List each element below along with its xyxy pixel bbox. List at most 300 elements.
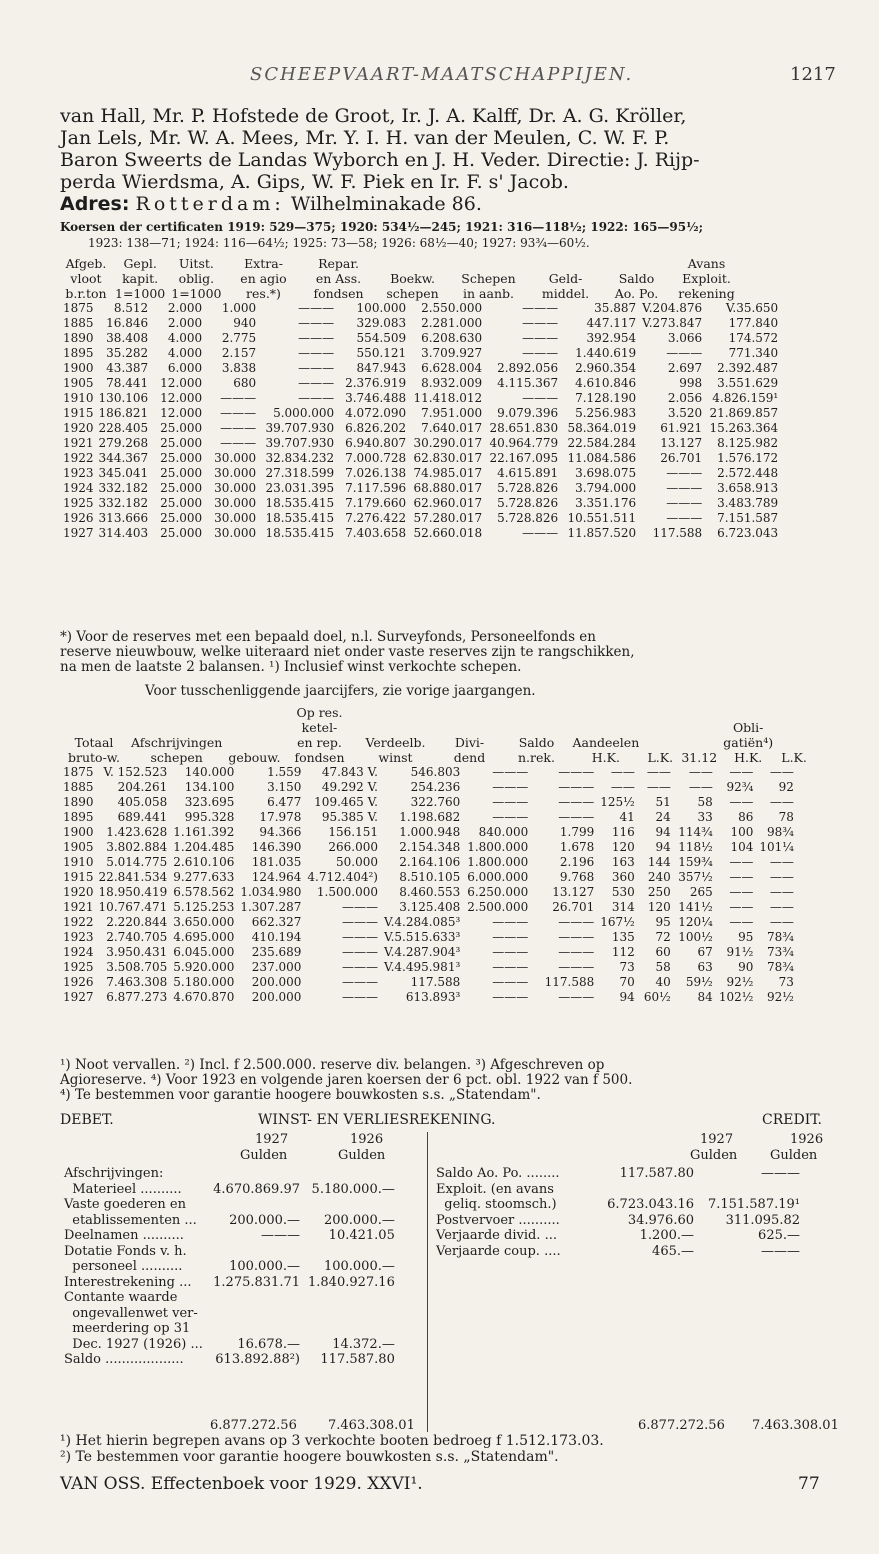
account-row [60, 1290, 399, 1306]
year-cell: 1924 [63, 945, 94, 959]
account-value [698, 1182, 804, 1198]
value-cell: ——— [298, 316, 335, 330]
value-cell: 5.180.000 [173, 975, 235, 989]
value-cell: 181.035 [251, 855, 302, 869]
value-cell: ——— [558, 945, 595, 959]
account-value: 100.000.— [323, 1259, 395, 1274]
value-cell: 7.640.017 [421, 421, 483, 435]
value-cell: 167½ [600, 915, 635, 929]
account-label: Deelnamen .......... [64, 1228, 184, 1243]
value-cell: —— [729, 765, 754, 779]
header-row [60, 705, 812, 720]
account-value [208, 1290, 304, 1306]
column-header: middel. [541, 286, 590, 301]
value-cell: 50.000 [336, 855, 378, 869]
value-cell: 25.000 [160, 511, 203, 525]
value-cell: 2.281.000 [421, 316, 483, 330]
column-header: in aanb. [463, 286, 514, 301]
year-cell: 1921 [63, 900, 94, 914]
value-cell: 314.403 [98, 526, 149, 540]
value-cell: 3.125.408 [399, 900, 461, 914]
balance-row [60, 496, 781, 511]
value-cell: ——— [492, 780, 529, 794]
value-cell: 91½ [726, 945, 754, 959]
value-cell: 27.318.599 [265, 466, 335, 480]
value-cell: 7.128.190 [575, 391, 637, 405]
column-header: Schepen [461, 271, 516, 286]
value-cell: —— [729, 870, 754, 884]
account-value: 311.095.82 [725, 1212, 800, 1228]
value-cell: 3.746.488 [345, 391, 407, 405]
column-header: Saldo [518, 735, 555, 750]
address-label: Adres: [60, 193, 130, 215]
address-city: Rotterdam: [135, 193, 285, 215]
value-cell: ——— [342, 960, 378, 974]
value-cell: 8.512 [113, 301, 149, 315]
value-cell: —— [610, 780, 635, 794]
value-cell: 332.182 [98, 481, 149, 495]
value-cell: 94 [655, 840, 671, 854]
balance-row [60, 436, 781, 451]
year-cell: 1900 [63, 825, 94, 839]
account-label: Contante waarde [64, 1290, 178, 1305]
table2-footnote-3: ⁴) Te bestemmen voor garantie hoogere bouwkosten s.s. „Statendam". [60, 1087, 541, 1103]
header-row [60, 750, 812, 765]
credit-year-1927: 1927 [700, 1132, 734, 1147]
year-cell: 1895 [63, 810, 94, 824]
value-cell: V.35.650 [725, 301, 779, 315]
account-value: 200.000.— [229, 1212, 300, 1228]
account-value: 465.— [652, 1243, 694, 1259]
value-cell: 344.367 [98, 451, 149, 465]
account-label: Interestrekening ... [64, 1274, 192, 1290]
value-cell: ——— [558, 810, 595, 824]
value-cell: ——— [558, 915, 595, 929]
value-cell: 78.441 [106, 376, 149, 390]
value-cell: 3.709.927 [421, 346, 483, 360]
value-cell: 1.799 [559, 825, 595, 839]
account-label: Vaste goederen en [64, 1197, 187, 1212]
profit-row [60, 840, 797, 855]
value-cell: 40.964.779 [489, 436, 559, 450]
value-cell: 21.869.857 [709, 406, 779, 420]
account-label: geliq. stoomsch.) [436, 1197, 557, 1212]
winst-footnote-2: ²) Te bestemmen voor garantie hoogere bouwkosten s.s. „Statendam". [60, 1449, 559, 1465]
account-label: etablissementen ... [64, 1212, 197, 1228]
column-header: Totaal [74, 735, 114, 750]
column-header [527, 256, 605, 271]
value-cell: 12.000 [160, 406, 203, 420]
table2-footnote-1: ¹) Noot vervallen. ²) Incl. f 2.500.000. reserve div. belangen. ³) Afgeschreven op [60, 1057, 605, 1073]
credit-total-1926: 7.463.308.01 [752, 1418, 839, 1433]
intro-line-4: perda Wierdsma, A. Gips, W. F. Piek en Ir. F. s' Jacob. [60, 171, 569, 193]
value-cell: 12.000 [160, 376, 203, 390]
year-cell: 1922 [63, 451, 94, 465]
value-cell: 3.150 [267, 780, 302, 794]
value-cell: 57.280.017 [413, 511, 483, 525]
balance-row [60, 301, 781, 316]
column-header: b.r.ton [65, 286, 107, 301]
value-cell: 9.079.396 [497, 406, 559, 420]
value-cell: V.4.287.904³ [384, 945, 461, 959]
debet-side [60, 1166, 399, 1368]
value-cell: 11.418.012 [413, 391, 483, 405]
column-header [451, 256, 527, 271]
account-value [304, 1244, 399, 1260]
value-cell: 23.031.395 [265, 481, 335, 495]
column-header [225, 735, 283, 750]
value-cell: 70 [619, 975, 635, 989]
column-header: Repar. [318, 256, 359, 271]
value-cell: 240 [647, 870, 671, 884]
value-cell: 18.535.415 [265, 526, 335, 540]
value-cell: 25.000 [160, 526, 203, 540]
column-header: Aandeelen [572, 735, 640, 750]
value-cell: 95 [738, 930, 754, 944]
value-cell: 13.127 [660, 436, 703, 450]
value-cell: 18.950.419 [98, 885, 168, 899]
value-cell: 92 [778, 780, 794, 794]
debet-year-1926: 1926 [350, 1132, 384, 1147]
value-cell: 84 [697, 990, 713, 1004]
value-cell: 410.194 [251, 930, 302, 944]
column-header: 31.12 [681, 750, 718, 765]
value-cell: 102½ [718, 990, 754, 1004]
column-header [503, 705, 569, 720]
value-cell: 1.800.000 [467, 855, 529, 869]
value-cell: 3.508.705 [106, 960, 168, 974]
value-cell: 60 [655, 945, 671, 959]
value-cell: 62.960.017 [413, 496, 483, 510]
value-cell: 4.712.404²) [307, 870, 378, 884]
account-value: 613.892.88²) [215, 1352, 300, 1367]
value-cell: 3.698.075 [575, 466, 637, 480]
year-cell: 1905 [63, 840, 94, 854]
value-cell: 3.351.176 [575, 496, 637, 510]
account-value: 117.587.80 [320, 1352, 395, 1367]
column-header: Obli- [732, 720, 764, 735]
value-cell: ——— [492, 945, 529, 959]
account-row [432, 1228, 804, 1244]
value-cell: ——— [558, 795, 595, 809]
value-cell: 100 [730, 825, 754, 839]
value-cell: 67 [697, 945, 713, 959]
balance-table-header [60, 256, 745, 301]
value-cell: 1.800.000 [467, 840, 529, 854]
header-row [60, 286, 745, 301]
value-cell: 9.768 [559, 870, 595, 884]
column-header: Divi- [454, 735, 485, 750]
debet-table [60, 1166, 399, 1368]
value-cell: V.204.876 [642, 301, 703, 315]
value-cell: ——— [342, 900, 378, 914]
column-header: gatiën⁴) [723, 735, 774, 750]
column-header [128, 720, 225, 735]
value-cell: 3.838 [221, 361, 257, 375]
value-cell: 95 [655, 915, 671, 929]
value-cell: 118½ [678, 840, 713, 854]
value-cell: 1.559 [267, 765, 302, 779]
value-cell: 124.964 [251, 870, 302, 884]
value-cell: V. 152.523 [103, 765, 168, 779]
value-cell: 8.125.982 [717, 436, 779, 450]
value-cell: 140.000 [184, 765, 235, 779]
column-header [569, 720, 642, 735]
value-cell: 4.670.870 [173, 990, 235, 1004]
value-cell: 323.695 [184, 795, 235, 809]
value-cell: ——— [298, 346, 335, 360]
value-cell: ——— [492, 810, 529, 824]
value-cell: 125½ [600, 795, 635, 809]
value-cell: 22.167.095 [489, 451, 559, 465]
value-cell: 6.578.562 [173, 885, 235, 899]
value-cell: —— [688, 765, 713, 779]
profit-table-body [60, 765, 797, 1005]
value-cell: 360 [611, 870, 635, 884]
profit-row [60, 930, 797, 945]
value-cell: ——— [220, 406, 257, 420]
value-cell: 4.000 [167, 331, 203, 345]
value-cell: 266.000 [328, 840, 378, 854]
value-cell: 58.364.019 [567, 421, 637, 435]
value-cell: 7.000.728 [345, 451, 407, 465]
column-header: Geld- [548, 271, 583, 286]
value-cell: 6.045.000 [173, 945, 235, 959]
value-cell: 92¾ [726, 780, 754, 794]
value-cell: —— [610, 765, 635, 779]
value-cell: ——— [220, 421, 257, 435]
account-value: 1.200.— [639, 1228, 694, 1243]
account-value: 1.840.927.16 [308, 1274, 395, 1290]
profit-row [60, 990, 797, 1005]
value-cell: 2.056 [667, 391, 703, 405]
account-value [208, 1244, 304, 1260]
account-row [432, 1166, 804, 1182]
value-cell: 60½ [643, 990, 671, 1004]
value-cell: 130.106 [98, 391, 149, 405]
account-value: 625.— [758, 1228, 800, 1243]
intro-line-1: van Hall, Mr. P. Hofstede de Groot, Ir. J. A. Kalff, Dr. A. G. Kröller, [60, 105, 687, 127]
account-label: ongevallenwet ver- [64, 1305, 198, 1321]
column-header [776, 720, 812, 735]
value-cell: 94 [619, 990, 635, 1004]
value-cell: ——— [666, 496, 703, 510]
column-header: H.K. [734, 750, 763, 765]
winst-footnote-1: ¹) Het hierin begrepen avans op 3 verkochte booten bedroeg f 1.512.173.03. [60, 1433, 604, 1449]
value-cell: 90 [738, 960, 754, 974]
value-cell: 100.000 [356, 301, 407, 315]
value-cell: 254.236 [410, 780, 461, 794]
value-cell: 9.277.633 [173, 870, 235, 884]
value-cell: 1.423.628 [106, 825, 168, 839]
year-cell: 1885 [63, 780, 94, 794]
value-cell: 550.121 [356, 346, 407, 360]
column-header: kapit. [122, 271, 159, 286]
value-cell: 4.115.367 [497, 376, 559, 390]
account-value: ——— [761, 1243, 800, 1259]
column-header [435, 705, 503, 720]
column-header: Extra- [244, 256, 283, 271]
winst-title: WINST- EN VERLIESREKENING. [258, 1112, 496, 1128]
table1-footnote-1: *) Voor de reserves met een bepaald doel, n.l. Surveyfonds, Personeelfonds en [60, 629, 596, 645]
header-row [60, 720, 812, 735]
value-cell: 228.405 [98, 421, 149, 435]
value-cell: 940 [233, 316, 257, 330]
value-cell: 98¾ [767, 825, 794, 839]
account-label: Verjaarde coup. .... [436, 1243, 561, 1259]
value-cell: 6.940.807 [345, 436, 407, 450]
year-cell: 1890 [63, 331, 94, 345]
account-row [432, 1197, 804, 1213]
value-cell: 95.385 V. [321, 810, 378, 824]
value-cell: 2.000 [167, 301, 203, 315]
value-cell: 2.376.919 [345, 376, 407, 390]
value-cell: 771.340 [728, 346, 779, 360]
value-cell: 30.290.017 [413, 436, 483, 450]
value-cell: 25.000 [160, 451, 203, 465]
value-cell: ——— [558, 765, 595, 779]
value-cell: 1.678 [559, 840, 595, 854]
balance-table [60, 256, 781, 541]
column-header [355, 705, 435, 720]
value-cell: 101¼ [759, 840, 794, 854]
value-cell: 78 [778, 810, 794, 824]
account-row [60, 1321, 399, 1337]
account-value: 5.180.000.— [311, 1181, 395, 1197]
value-cell: 613.893³ [405, 990, 461, 1004]
column-header: Uitst. [178, 256, 214, 271]
year-cell: 1923 [63, 466, 94, 480]
profit-row [60, 780, 797, 795]
column-header: fondsen [313, 286, 364, 301]
value-cell: 39.707.930 [265, 421, 335, 435]
value-cell: ——— [666, 481, 703, 495]
column-header: H.K. [591, 750, 620, 765]
account-row [432, 1213, 804, 1229]
column-header [375, 256, 451, 271]
value-cell: 5.728.826 [497, 511, 559, 525]
value-cell: 6.208.630 [421, 331, 483, 345]
value-cell: 73 [778, 975, 794, 989]
account-row [60, 1228, 399, 1244]
value-cell: 141½ [678, 900, 713, 914]
value-cell: 995.328 [184, 810, 235, 824]
value-cell: 530 [611, 885, 635, 899]
value-cell: 6.628.004 [421, 361, 483, 375]
profit-row [60, 870, 797, 885]
value-cell: 405.058 [117, 795, 168, 809]
column-header [605, 256, 669, 271]
column-header: Exploit. [682, 271, 731, 286]
column-header: Op res. [296, 705, 343, 720]
value-cell: —— [688, 780, 713, 794]
value-cell: ——— [522, 301, 559, 315]
profit-row [60, 960, 797, 975]
value-cell: 22.841.534 [98, 870, 168, 884]
value-cell: 2.154.348 [399, 840, 461, 854]
account-value: 1.275.831.71 [213, 1274, 300, 1290]
column-header: en Ass. [315, 271, 362, 286]
year-cell: 1927 [63, 526, 94, 540]
value-cell: 73 [619, 960, 635, 974]
debet-unit-2: Gulden [338, 1148, 386, 1163]
column-header: res.*) [246, 286, 281, 301]
balance-table-body [60, 301, 781, 541]
column-header [355, 720, 435, 735]
profit-row [60, 825, 797, 840]
column-header [678, 705, 720, 720]
year-cell: 1875 [63, 765, 94, 779]
value-cell: 30.000 [214, 451, 257, 465]
profit-row [60, 900, 797, 915]
column-header: n.rek. [518, 750, 555, 765]
column-header [128, 705, 225, 720]
account-row [60, 1244, 399, 1260]
account-value: ——— [261, 1228, 300, 1243]
value-cell: ——— [342, 945, 378, 959]
account-row [60, 1306, 399, 1322]
year-cell: 1924 [63, 481, 94, 495]
value-cell: 52.660.018 [413, 526, 483, 540]
value-cell: 116 [611, 825, 635, 839]
account-value: ——— [761, 1166, 800, 1181]
value-cell: 7.463.308 [106, 975, 168, 989]
column-header: gebouw. [228, 750, 281, 765]
year-cell: 1905 [63, 376, 94, 390]
value-cell: ——— [492, 975, 529, 989]
value-cell: 2.892.056 [497, 361, 559, 375]
address-street: Wilhelminakade 86. [290, 193, 482, 215]
value-cell: 689.441 [117, 810, 168, 824]
year-cell: 1910 [63, 391, 94, 405]
value-cell: ——— [220, 391, 257, 405]
value-cell: 279.268 [98, 436, 149, 450]
account-divider [427, 1132, 428, 1432]
value-cell: 186.821 [98, 406, 149, 420]
value-cell: 117.588 [410, 975, 461, 989]
value-cell: 840.000 [478, 825, 529, 839]
value-cell: 25.000 [160, 421, 203, 435]
value-cell: 3.520 [667, 406, 703, 420]
value-cell: —— [646, 765, 671, 779]
debet-unit-1: Gulden [240, 1148, 288, 1163]
value-cell: 49.292 V. [321, 780, 378, 794]
value-cell: —— [729, 795, 754, 809]
value-cell: 4.695.000 [173, 930, 235, 944]
account-label: Materieel .......... [64, 1181, 182, 1197]
header-row [60, 735, 812, 750]
value-cell: 146.390 [251, 840, 302, 854]
account-row [60, 1337, 399, 1353]
value-cell: 7.026.138 [345, 466, 407, 480]
value-cell: ——— [492, 915, 529, 929]
value-cell: 174.572 [728, 331, 779, 345]
value-cell: ——— [492, 960, 529, 974]
value-cell: 5.256.983 [575, 406, 637, 420]
account-value [304, 1166, 399, 1182]
value-cell: 35.282 [106, 346, 149, 360]
year-cell: 1890 [63, 795, 94, 809]
value-cell: 1.576.172 [717, 451, 779, 465]
value-cell: 4.000 [167, 346, 203, 360]
value-cell: 2.610.106 [173, 855, 235, 869]
value-cell: V.4.284.085³ [384, 915, 461, 929]
account-row [60, 1213, 399, 1229]
table1-footnote-3: na men de laatste 2 balansen. ¹) Inclusief winst verkochte schepen. [60, 659, 522, 675]
value-cell: 7.951.000 [421, 406, 483, 420]
value-cell: 144 [647, 855, 671, 869]
value-cell: 680 [233, 376, 257, 390]
